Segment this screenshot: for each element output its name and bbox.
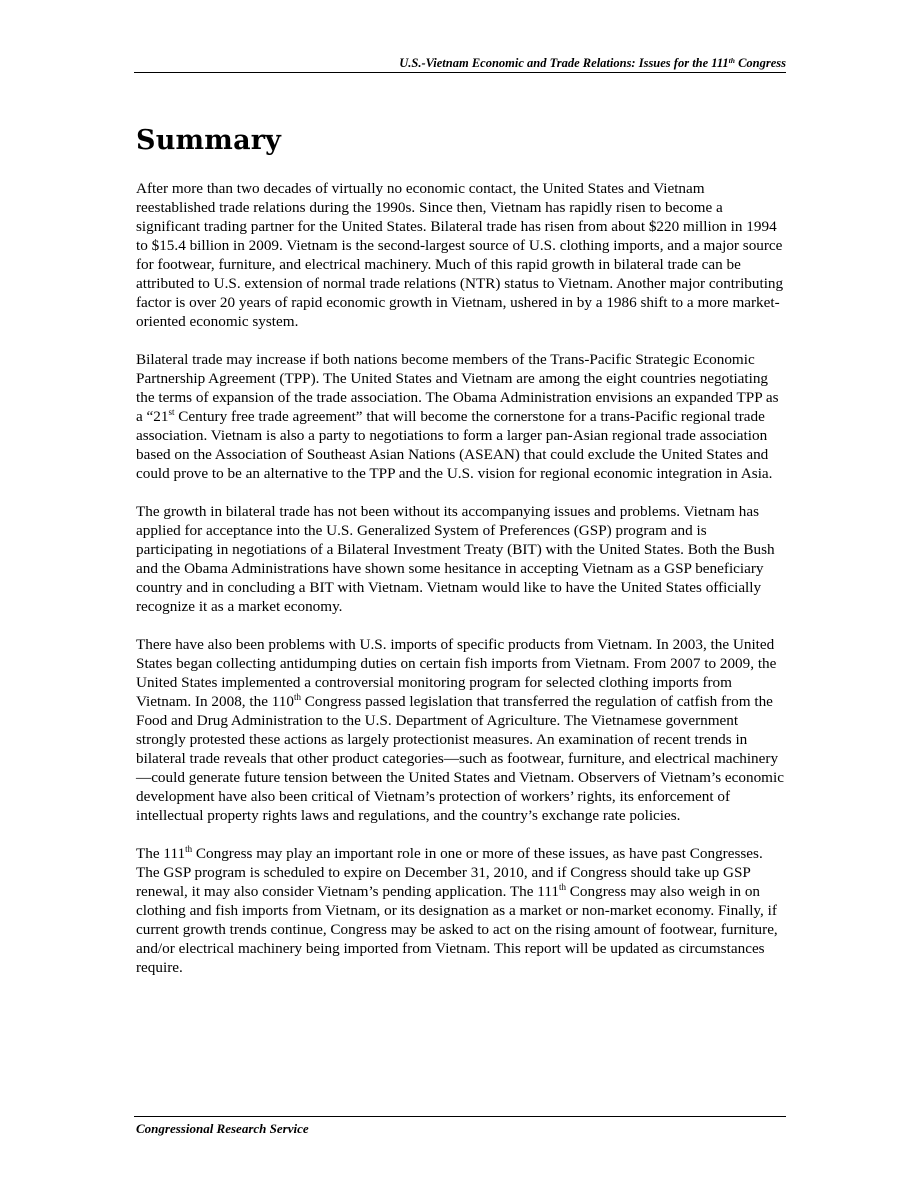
paragraph-text: Century free trade agreement” that will become the cornerstone for a trans-Pacific regional trade association. Vietnam is also a party to negotiations to form a larger pan-Asian regional trade association based on the Association of Southeast Asian Nations (ASEAN) that could exclude the United States and could prove to be an alternative to the TPP and the U.S. vision for regional economic integration in Asia. xyxy=(136,408,773,482)
page-body xyxy=(136,121,786,996)
summary-paragraph-5 xyxy=(136,844,786,977)
summary-paragraph-1: After more than two decades of virtually no economic contact, the United States and Vietnam reestablished trade relations during the 1990s. Since then, Vietnam has rapidly risen to become a significant trading partner for the United States. Bilateral trade has risen from about $220 million in 1994 to $15.4 billion in 2009. Vietnam is the second-largest source of U.S. clothing imports, and a major source for footwear, furniture, and electrical machinery. Much of this rapid growth in bilateral trade can be attributed to U.S. extension of normal trade relations (NTR) status to Vietnam. Another major contributing factor is over 20 years of rapid economic growth in Vietnam, ushered in by a 1986 shift to a more market-oriented economic system. xyxy=(136,180,784,330)
running-header-title: U.S.-Vietnam Economic and Trade Relations: Issues for the 111 xyxy=(399,56,729,70)
summary-paragraph-4 xyxy=(136,635,786,825)
footer-organization: Congressional Research Service xyxy=(136,1121,309,1136)
summary-paragraph-2 xyxy=(136,350,786,483)
ordinal-suffix: th xyxy=(185,844,193,854)
header-divider xyxy=(134,72,786,73)
paragraph-text: Congress passed legislation that transferred the regulation of catfish from the Food and Drug Administration to the U.S. Department of Agriculture. The Vietnamese government strongly protested these actions as largely protectionist measures. An examination of recent trends in bilateral trade reveals that other product categories—such as footwear, furniture, and electrical machinery—could generate future tension between the United States and Vietnam. Observers of Vietnam’s economic development have also been critical of Vietnam’s protection of workers’ rights, its enforcement of intellectual property rights laws and regulations, and the country’s exchange rate policies. xyxy=(136,693,784,824)
ordinal-suffix: th xyxy=(558,882,566,892)
running-header-title-end: Congress xyxy=(734,56,786,70)
running-header xyxy=(134,55,786,71)
page-title: Summary xyxy=(136,125,282,156)
running-header-ordinal-suffix: th xyxy=(728,56,735,65)
summary-paragraph-3: The growth in bilateral trade has not been without its accompanying issues and problems. Vietnam has applied for acceptance into the U.S. Generalized System of Preferences (GSP) program and is participating in negotiations of a Bilateral Investment Treaty (BIT) with the United States. Both the Bush and the Obama Administrations have shown some hesitance in accepting Vietnam as a GSP beneficiary country and in concluding a BIT with Vietnam. Vietnam would like to have the United States officially recognize it as a market economy. xyxy=(136,503,775,615)
ordinal-suffix: st xyxy=(168,407,175,417)
footer-divider xyxy=(134,1116,786,1117)
paragraph-text: Bilateral trade may increase if both nations become members of the Trans-Pacific Strategic Economic Partnership Agreement (TPP). The United States and Vietnam are among the eight countries negotiating the terms of expansion of the trade association. The Obama Administration envisions an expanded TPP as a “21 xyxy=(136,351,779,425)
paragraph-text: There have also been problems with U.S. imports of specific products from Vietnam. In 2003, the United States began collecting antidumping duties on certain fish imports from Vietnam. From 2007 to 2009, the United States implemented a controversial monitoring program for selected clothing imports from Vietnam. In 2008, the 110 xyxy=(136,636,777,710)
paragraph-text: The 111 xyxy=(136,845,186,862)
paragraph-text: Congress may also weigh in on clothing and fish imports from Vietnam, or its designation as a market or non-market economy. Finally, if current growth trends continue, Congress may be asked to act on the rising amount of footwear, furniture, and/or electrical machinery being imported from Vietnam. This report will be updated as circumstances require. xyxy=(136,883,778,976)
ordinal-suffix: th xyxy=(293,692,301,702)
paragraph-text: Congress may play an important role in one or more of these issues, as have past Congresses. The GSP program is scheduled to expire on December 31, 2010, and if Congress should take up GSP renewal, it may also consider Vietnam’s pending application. The 111 xyxy=(136,845,763,900)
